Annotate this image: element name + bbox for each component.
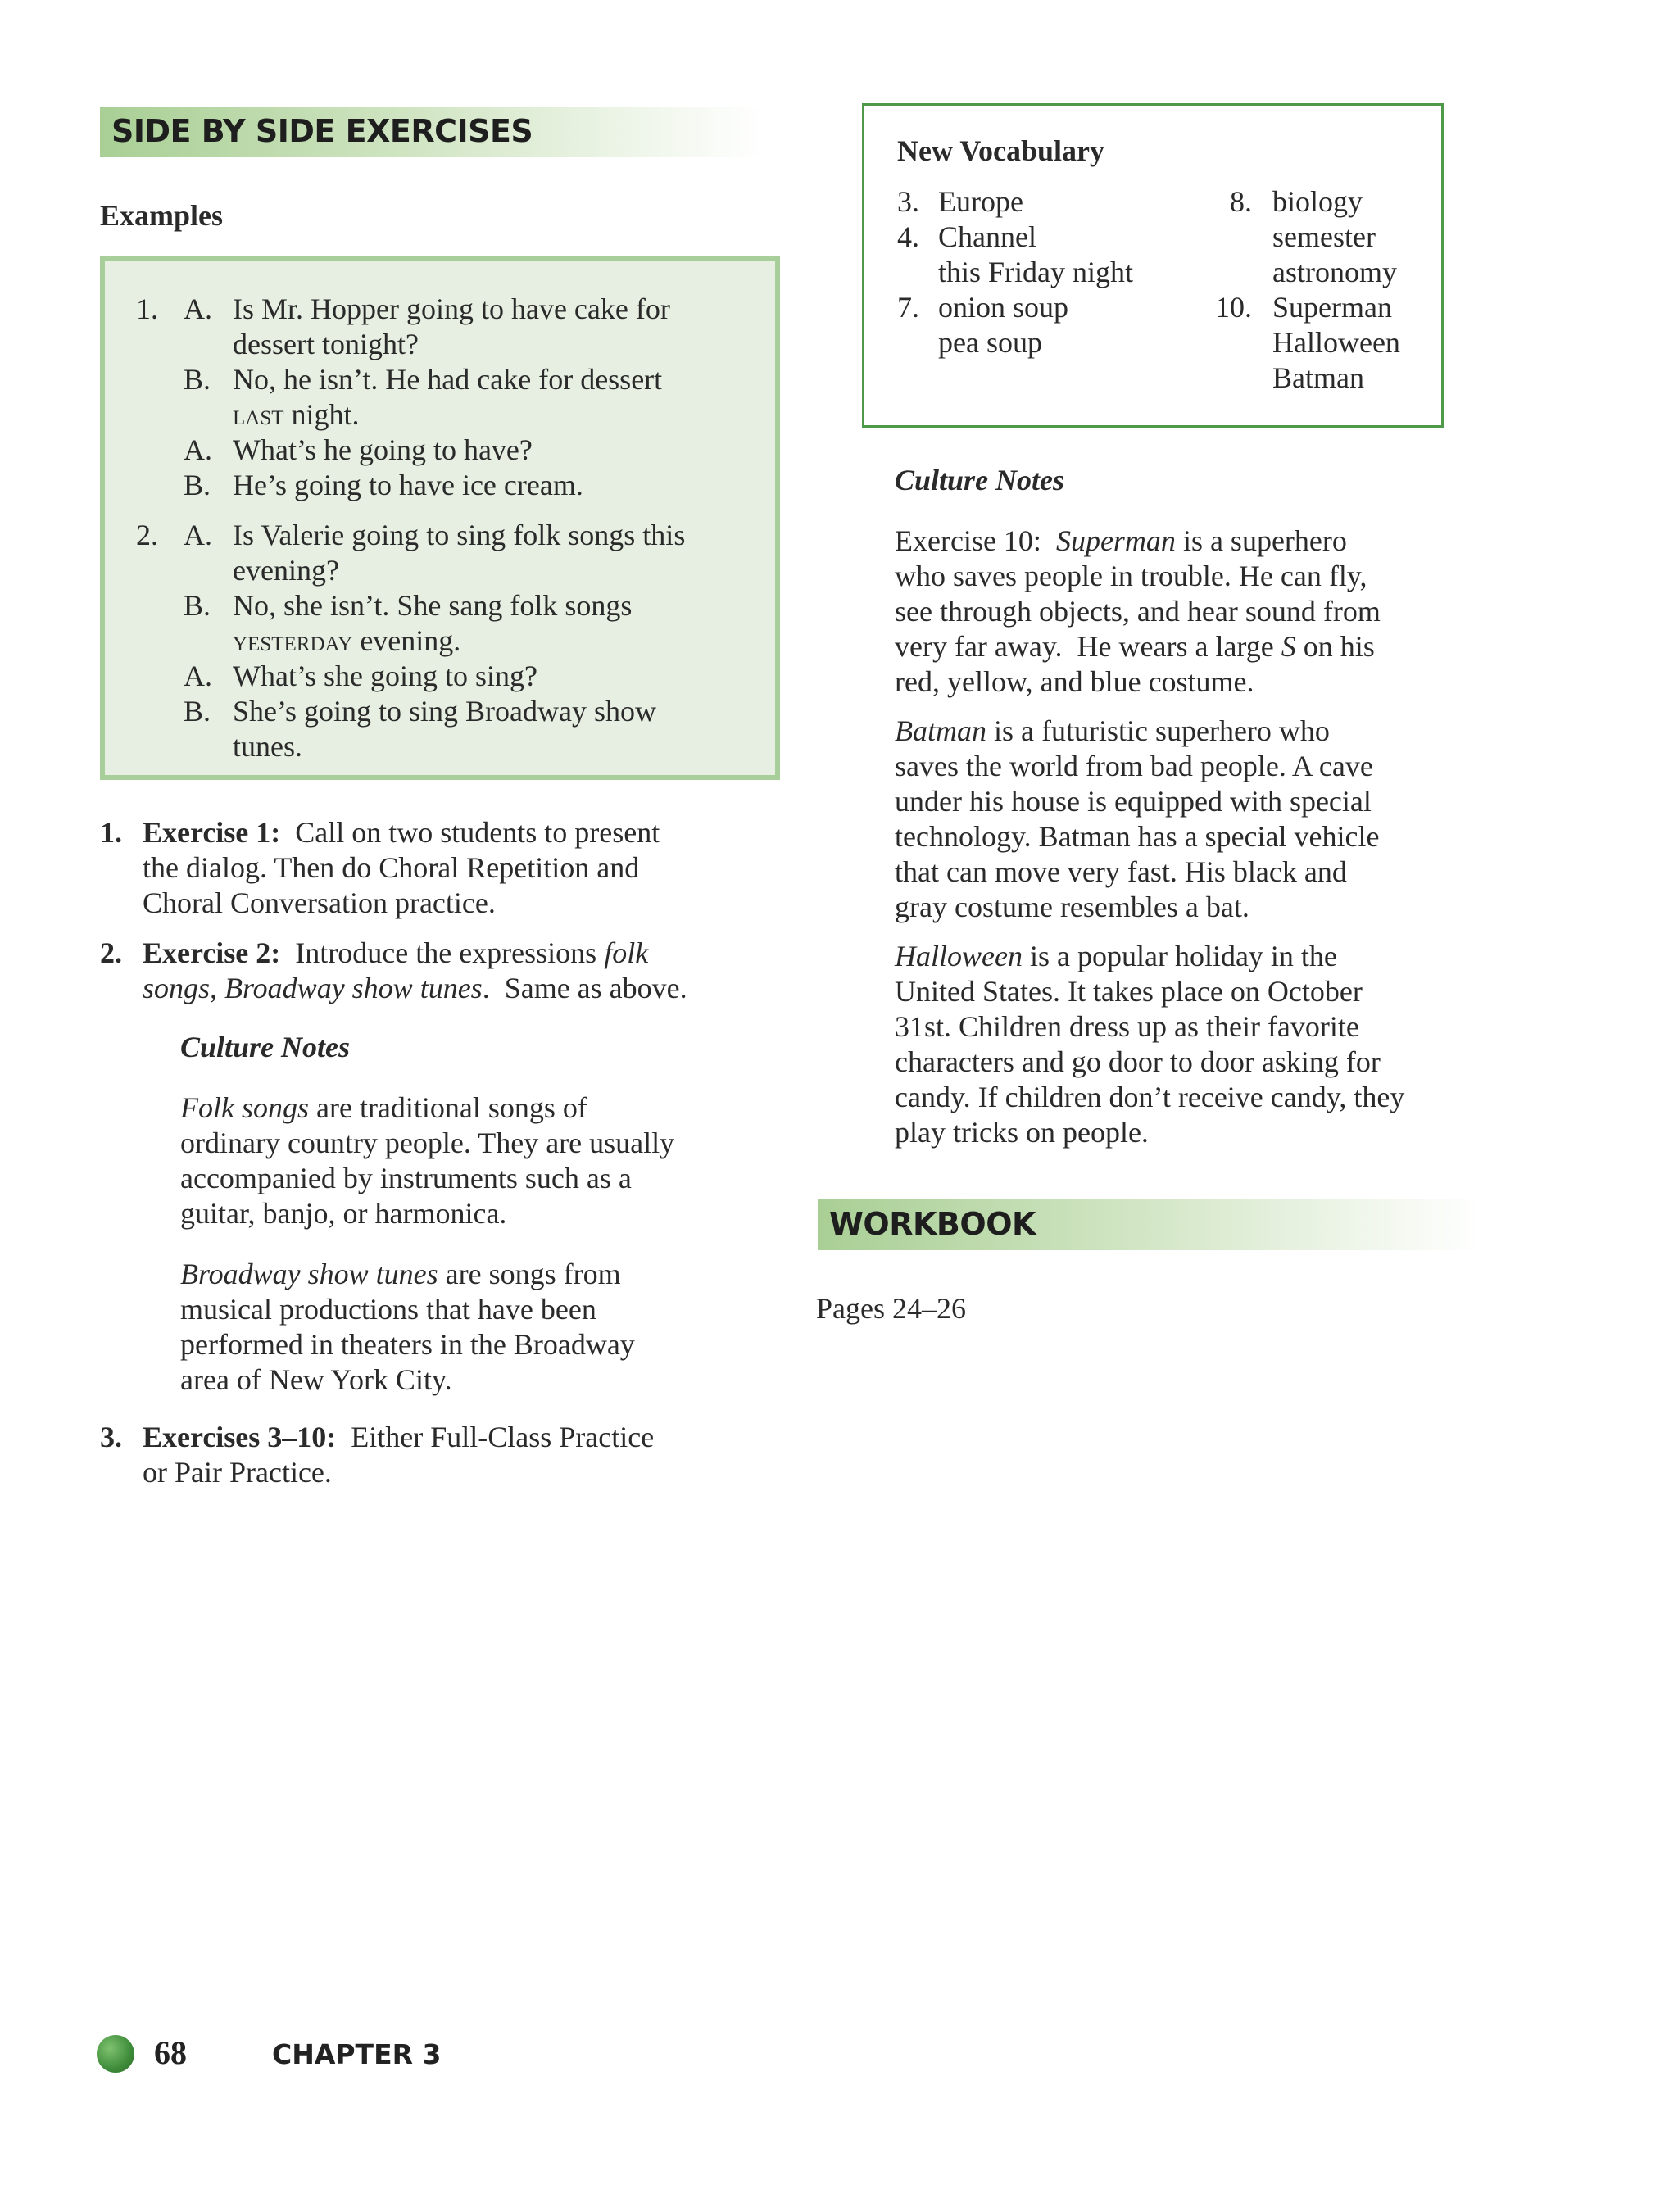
examples-heading: Examples	[100, 199, 224, 232]
speaker-label: B.	[184, 363, 211, 396]
section-banner-workbook	[818, 1199, 1481, 1250]
culture-note-text: saves the world from bad people. A cave	[895, 750, 1373, 782]
section-title: WORKBOOK	[829, 1206, 1036, 1242]
vocab-word: this Friday night	[938, 256, 1134, 288]
dialog-line: Is Mr. Hopper going to have cake for	[233, 292, 670, 325]
vocabulary-heading: New Vocabulary	[897, 134, 1105, 167]
culture-note-text: United States. It takes place on October	[895, 975, 1363, 1008]
section-banner-side-by-side	[100, 107, 764, 157]
culture-note-text: very far away. He wears a large S on his	[895, 630, 1375, 663]
dialog-line: No, she isn’t. She sang folk songs	[233, 589, 633, 622]
item-number: 1.	[100, 816, 122, 849]
speaker-label: B.	[184, 469, 211, 501]
culture-note-text: candy. If children don’t receive candy, they	[895, 1081, 1405, 1113]
culture-note-text: performed in theaters in the Broadway	[180, 1328, 635, 1361]
item-text: the dialog. Then do Choral Repetition and	[143, 851, 640, 884]
vocab-word: Halloween	[1272, 326, 1400, 359]
culture-note-text: ordinary country people. They are usually	[180, 1126, 675, 1159]
culture-note-text: Broadway show tunes are songs from	[180, 1258, 621, 1290]
vocab-number: 3.	[897, 185, 919, 218]
dialog-line: dessert tonight?	[233, 328, 419, 360]
dialog-line: She’s going to sing Broadway show	[233, 695, 656, 728]
speaker-label: A.	[184, 660, 212, 692]
vocab-number: 10.	[1215, 291, 1252, 324]
dialog-line: What’s she going to sing?	[233, 660, 537, 692]
item-text: Exercises 3–10: Either Full-Class Practice	[143, 1421, 655, 1453]
item-number: 2.	[100, 936, 122, 969]
culture-note-text: accompanied by instruments such as a	[180, 1162, 632, 1194]
vocab-word: Superman	[1272, 291, 1392, 324]
item-label: Exercise 1:	[143, 816, 281, 849]
vocab-word: Batman	[1272, 361, 1364, 394]
examples-box	[100, 256, 780, 780]
vocab-word: Europe	[938, 185, 1023, 218]
speaker-label: A.	[184, 433, 212, 466]
culture-note-text: that can move very fast. His black and	[895, 855, 1347, 888]
item-text: or Pair Practice.	[143, 1456, 332, 1489]
item-text: Exercise 1: Call on two students to present	[143, 816, 660, 849]
culture-notes-heading: Culture Notes	[895, 464, 1065, 496]
item-label: Exercises 3–10:	[143, 1421, 337, 1453]
speaker-label: B.	[184, 695, 211, 728]
dialog-line: yesterday evening.	[233, 624, 461, 657]
culture-note-text: red, yellow, and blue costume.	[895, 665, 1254, 698]
new-vocabulary-box	[862, 103, 1444, 428]
dialog-line: evening?	[233, 554, 339, 587]
culture-notes-heading: Culture Notes	[180, 1031, 351, 1063]
culture-note-text: see through objects, and hear sound from	[895, 595, 1381, 628]
vocab-word: onion soup	[938, 291, 1069, 324]
vocab-word: biology	[1272, 185, 1363, 218]
vocab-word: pea soup	[938, 326, 1042, 359]
culture-note-text: who saves people in trouble. He can fly,	[895, 560, 1367, 592]
culture-note-text: guitar, banjo, or harmonica.	[180, 1197, 507, 1230]
speaker-label: B.	[184, 589, 211, 622]
dialog-line: tunes.	[233, 730, 302, 763]
workbook-pages: Pages 24–26	[816, 1292, 966, 1325]
dialog-line: He’s going to have ice cream.	[233, 469, 583, 501]
item-text: Choral Conversation practice.	[143, 886, 496, 919]
page-marker-icon	[97, 2035, 134, 2073]
culture-note-text: Batman is a futuristic superhero who	[895, 714, 1330, 747]
culture-note-text: play tricks on people.	[895, 1116, 1149, 1149]
page-number: 68	[154, 2034, 187, 2071]
culture-note-text: under his house is equipped with special	[895, 785, 1372, 818]
vocab-word: semester	[1272, 220, 1376, 253]
dialog-line: last night.	[233, 398, 360, 431]
vocab-number: 8.	[1230, 185, 1252, 218]
emphasis-word: last	[233, 398, 284, 431]
culture-note-text: area of New York City.	[180, 1363, 452, 1396]
item-text: Exercise 2: Introduce the expressions folk	[143, 936, 649, 969]
culture-note-text: gray costume resembles a bat.	[895, 891, 1249, 923]
item-label: Exercise 2:	[143, 936, 281, 969]
vocab-word: Channel	[938, 220, 1036, 253]
dialog-line: What’s he going to have?	[233, 433, 533, 466]
section-title: SIDE BY SIDE EXERCISES	[111, 113, 533, 149]
item-number: 3.	[100, 1421, 122, 1453]
example-number: 1.	[136, 292, 158, 325]
example-number: 2.	[136, 519, 158, 551]
vocab-number: 7.	[897, 291, 919, 324]
dialog-line: Is Valerie going to sing folk songs this	[233, 519, 686, 551]
dialog-line: No, he isn’t. He had cake for dessert	[233, 363, 663, 396]
chapter-label: CHAPTER 3	[272, 2038, 442, 2070]
culture-note-text: technology. Batman has a special vehicle	[895, 820, 1380, 853]
item-text: songs, Broadway show tunes. Same as above.	[143, 972, 687, 1004]
culture-note-text: Halloween is a popular holiday in the	[895, 940, 1337, 972]
culture-note-text: characters and go door to door asking for	[895, 1045, 1381, 1078]
emphasis-word: yesterday	[233, 624, 353, 657]
culture-note-text: Folk songs are traditional songs of	[180, 1091, 587, 1124]
speaker-label: A.	[184, 292, 212, 325]
speaker-label: A.	[184, 519, 212, 551]
culture-note-text: musical productions that have been	[180, 1293, 596, 1326]
culture-note-text: Exercise 10: Superman is a superhero	[895, 524, 1347, 557]
vocab-word: astronomy	[1272, 256, 1397, 288]
culture-note-text: 31st. Children dress up as their favorite	[895, 1010, 1359, 1043]
vocab-number: 4.	[897, 220, 919, 253]
